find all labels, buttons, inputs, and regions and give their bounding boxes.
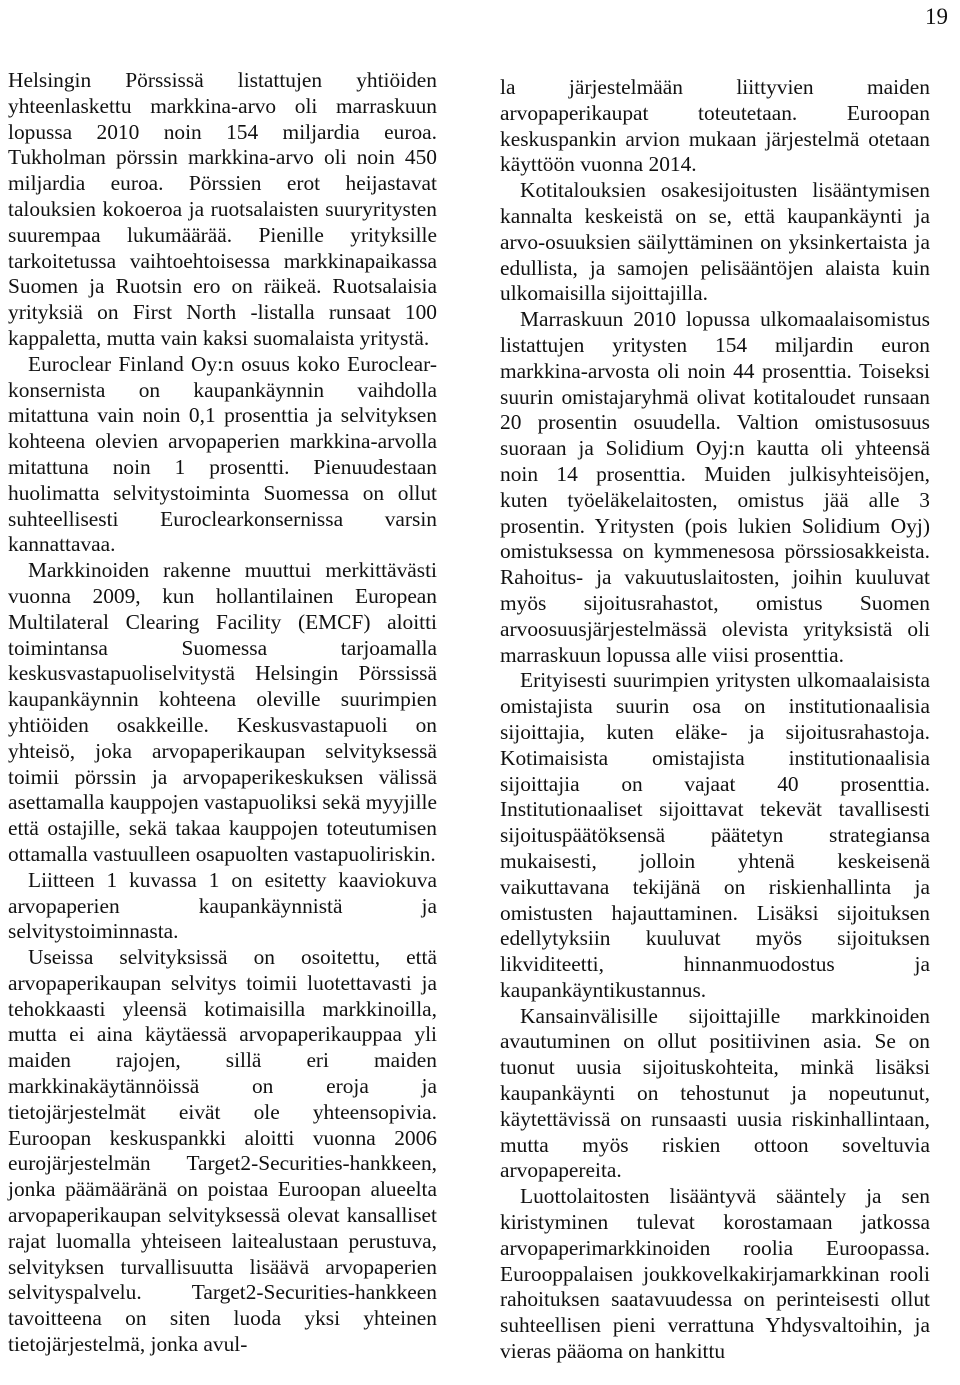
paragraph: Luottolaitosten lisääntyvä sääntely ja sen kiristyminen tulevat korostamaan jatkossa arvopaperimarkkinoiden roolia Euroopassa. Eurooppalaisen joukkovelkakirjamarkkinan rooli rahoituksen saatavuudessa on perinteisesti ollut suhteellisen pieni verrattuna Yhdysvaltoihin, ja vieras pääoma on hankittu: [500, 1184, 930, 1364]
right-column: [500, 75, 930, 1365]
paragraph: Kotitalouksien osakesijoitusten lisääntymisen kannalta keskeistä on se, että kaupankäynti ja arvo-osuuksien säilyttäminen on yksinkertaista ja edullista, ja samojen pelisääntöjen alaista kuin ulkomaisilla sijoittajilla.: [500, 178, 930, 306]
paragraph: Euroclear Finland Oy:n osuus koko Euroclear-konsernista on kaupankäynnin vaihdolla mitattuna vain noin 0,1 prosenttia ja selvityksen kohteena olevien arvopaperien markkina-arvolla mitattuna noin 1 prosentti. Pienuudestaan huolimatta selvitystoiminta Suomessa on ollut suhteellisesti Euroclearkonsernissa varsin kannattavaa.: [8, 351, 437, 557]
paragraph: Marraskuun 2010 lopussa ulkomaalaisomistus listattujen yritysten 154 miljardin euron markkina-arvosta oli noin 44 prosenttia. Toiseksi suurin omistajaryhmä olivat kotitaloudet runsaan 20 prosentin osuudella. Valtion omistusosuus suoraan ja Solidium Oyj:n kautta oli yhteensä noin 14 prosenttia. Muiden julkisyhteisöjen, kuten työeläkelaitosten, omistus jää alle 3 prosentin. Yritysten (pois lukien Solidium Oyj) omistuksessa on kymmenesosa pörssiosakkeista. Rahoitus- ja vakuutuslaitosten, joihin kuuluvat myös sijoitusrahastot, omistus Suomen arvoosuusjärjestelmässä olevista yrityksistä oli marraskuun lopussa alle viisi prosenttia.: [500, 307, 930, 667]
paragraph: Kansainvälisille sijoittajille markkinoiden avautuminen on ollut positiivinen asia. Se on tuonut uusia sijoituskohteita, minkä lisäksi kaupankäynti on tehostunut ja nopeutunut, käytettävissä on runsaasti uusia riskinhallintaan, mutta myös riskien ottoon soveltuvia arvopapereita.: [500, 1003, 930, 1183]
paragraph: Useissa selvityksissä on osoitettu, että arvopaperikaupan selvitys toimii luotettavasti ja tehokkaasti yleensä kotimaisilla markkinoilla, mutta ei aina käytäessä arvopaperikauppaa yli maiden rajojen, sillä eri maiden markkinakäytännöissä on eroja ja tietojärjestelmät eivät ole yhteensopivia. Euroopan keskuspankki aloitti vuonna 2006 eurojärjestelmän Target2-Securities-hankkeen, jonka päämääränä on poistaa Euroopan alueelta arvopaperikaupan selvityksessä olevat kansalliset rajat luomalla yhteiseen laitealustaan perustuva, selvityksen turvallisuutta lisäävä arvopaperien selvityspalvelu. Target2-Securities-hankkeen tavoitteena on siten luoda yksi yhteinen tietojärjestelmä, jonka avul-: [8, 945, 437, 1357]
paragraph: Erityisesti suurimpien yritysten ulkomaalaisista omistajista suurin osa on institutionaalisia sijoittajia, kuten eläke- ja sijoitusrahastoja. Kotimaisista omistajista institutionaalisia sijoittajia on vajaat 40 prosenttia. Institutionaaliset sijoittavat tekevät tavallisesti sijoituspäätöksensä päätetyn strategiansa mukaisesti, jolloin yhtenä keskeisenä vaikuttavana tekijänä on riskienhallinta ja omistusten hajauttaminen. Lisäksi sijoituksen edellytyksiin kuuluvat myös sijoituksen likviditeetti, hinnanmuodostus ja kaupankäyntikustannus.: [500, 668, 930, 1002]
left-column: [8, 68, 437, 1358]
paragraph: la järjestelmään liittyvien maiden arvopaperikaupat toteutetaan. Euroopan keskuspankin arvion mukaan järjestelmä otetaan käyttöön vuonna 2014.: [500, 75, 930, 177]
paragraph: Liitteen 1 kuvassa 1 on esitetty kaaviokuva arvopaperien kaupankäynnistä ja selvitystoiminnasta.: [8, 867, 437, 944]
paragraph: Helsingin Pörssissä listattujen yhtiöiden yhteenlaskettu markkina-arvo oli marraskuun lopussa 2010 noin 154 miljardia euroa. Tukholman pörssin markkina-arvo oli noin 450 miljardia euroa. Pörssien erot heijastavat talouksien kokoeroa ja ruotsalaisten suuryritysten suurempaa lukumäärää. Pienille yrityksille tarkoitetussa vaihtoehtoisessa markkinapaikassa Suomen ja Ruotsin ero on räikeä. Ruotsalaisia yrityksiä on First North -listalla runsaat 100 kappaletta, mutta vain kaksi suomalaista yritystä.: [8, 68, 437, 350]
paragraph: Markkinoiden rakenne muuttui merkittävästi vuonna 2009, kun hollantilainen European Multilateral Clearing Facility (EMCF) aloitti toimintansa Suomessa tarjoamalla keskusvastapuoliselvitystä Helsingin Pörssissä kaupankäynnin kohteena oleville suurimpien yhtiöiden osakkeille. Keskusvastapuoli on yhteisö, joka arvopaperikaupan selvityksessä toimii pörssin ja arvopaperikeskuksen välissä asettamalla kauppojen vastapuoliksi sekä myyjille että ostajille, sekä takaa kauppojen toteutumisen ottamalla vastuulleen osapuolten vastapuoliriskin.: [8, 558, 437, 866]
page-number: 19: [925, 4, 948, 29]
